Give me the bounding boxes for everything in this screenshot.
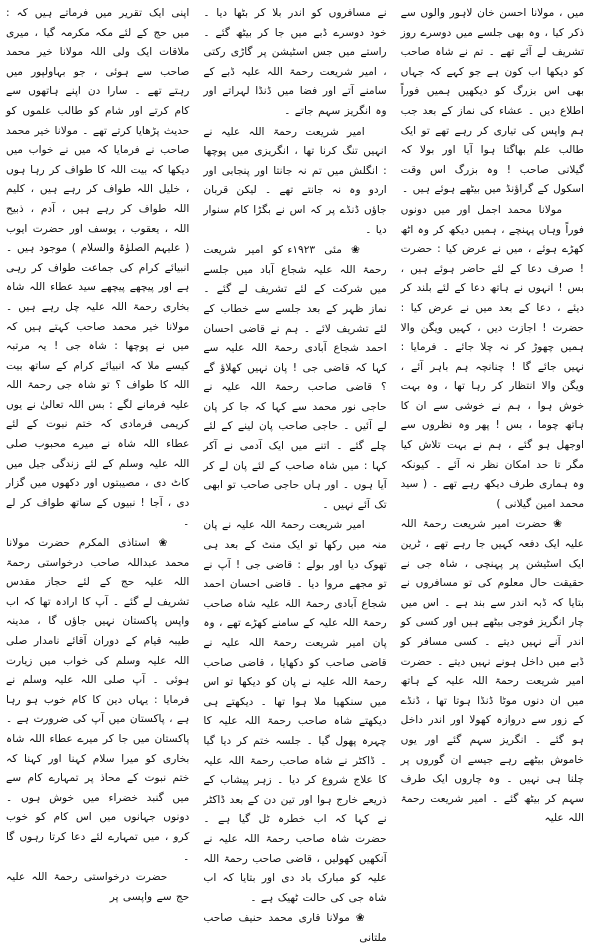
- column-right: [400, 4, 584, 825]
- paragraph: حضرت درخواستی رحمۃ اللہ علیہ حج سے واپسی پر: [6, 871, 190, 903]
- paragraph: امیر شریعت رحمۃ اللہ علیہ نے پان منہ میں رکھا تو ایک منٹ کے بعد ہی تھوک دیا اور بولے : قاضی جی ! آپ نے تو مجھے مروا دیا ۔ قاضی احسان احمد شجاع آبادی رحمۃ اللہ علیہ شاہ صاحب رحمۃ اللہ علیہ کے سامنے کھڑے تھے ، وہ پان امیر شریعت رحمۃ اللہ علیہ نے قاضی صاحب کو دکھایا ، قاضی صاحب رحمۃ اللہ علیہ نے پان کو دیکھا تو اس میں سنکھیا ملا ہوا تھا ۔ دیکھتے ہی دیکھتے شاہ صاحب رحمۃ اللہ علیہ کا چہرہ پھول گیا ۔ جلسہ ختم کر دیا گیا ۔ ڈاکٹر نے شاہ صاحب رحمۃ اللہ علیہ کا علاج شروع کر دیا ۔ زہر پیشاب کے ذریعے خارج ہوا اور تین دن کے بعد ڈاکٹر نے کہا کہ اب خطرہ ٹل گیا ہے ۔ حضرت شاہ صاحب رحمۃ اللہ علیہ نے آنکھیں کھولیں ، قاضی صاحب رحمۃ اللہ علیہ کو مبارک باد دی اور بتایا کہ اب شاہ جی کی حالت ٹھیک ہے ۔: [203, 519, 387, 904]
- paragraph: ❀ استاذی المکرم حضرت مولانا محمد عبداللہ صاحب درخواستی رحمۃ اللہ علیہ حج کے لئے حجاز مقدس تشریف لے گئے ۔ آپ کا ارادہ تھا کہ اب واپس پاکستان نہیں جاؤں گا ، مدینہ طیبہ قیام کے دوران آقائے نامدار صلی اللہ علیہ وسلم کی خواب میں زیارت ہوئی ۔ آپ صلی اللہ علیہ وسلم نے فرمایا : یہاں دین کا کام خوب ہو رہا ہے ، پاکستان میں آپ کی ضرورت ہے ۔ پاکستان میں جا کر میرے عطاء اللہ شاہ بخاری کو میرا سلام کہنا اور کہنا کہ ختم نبوت کے محاذ پر تمہارے کام سے میں گنبد خضراء میں خوش ہوں ۔ دونوں جہانوں میں اس کام کو خوب کرو ، میں تمہارے لئے دعا کرتا رہوں گا ۔: [6, 537, 190, 863]
- paragraph: اپنی ایک تقریر میں فرماتے ہیں کہ : میں حج کے لئے مکہ مکرمہ گیا ، میری ملاقات ایک ولی اللہ مولانا خیر محمد صاحب سے ہوئی ، جو بہاولپور میں رہتے تھے ۔ سارا دن اپنے ہاتھوں سے کام کرتے اور شام کو طالب علموں کو حدیث پڑھایا کرتے تھے ۔ مولانا خیر محمد صاحب نے فرمایا کہ میں نے خواب میں دیکھا کہ بیت اللہ کا طواف کر رہا ہوں ، خلیل اللہ طواف کر رہے ہیں ، کلیم اللہ طواف کر رہے ہیں ، آدم ، ذبیح اللہ ، یعقوب ، یوسف اور حضرت ایوب ( علیہم الصلوٰۃ والسلام ) موجود ہیں ۔ انبیائے کرام کی جماعت طواف کر رہی ہے اور پیچھے پیچھے سید عطاء اللہ شاہ بخاری رحمۃ اللہ علیہ چل رہے ہیں ۔ مولانا خیر محمد صاحب کہتے ہیں کہ میں نے پوچھا : شاہ جی ! یہ مرتبہ کیسے ملا کہ انبیائے کرام کے ساتھ بیت اللہ کا طواف ؟ تو شاہ جی رحمۃ اللہ علیہ فرمانے لگے : بس اللہ تعالیٰ نے یوں کریمی فرمادی کہ ختم نبوت کے لئے عطاء اللہ شاہ نے میرے محبوب صلی اللہ علیہ وسلم کے لئے زندگی جیل میں کاٹ دی ، مصیبتوں اور دکھوں میں گزار دی ، آجا ! نبیوں کے ساتھ طواف کر لے ۔: [6, 7, 190, 529]
- paragraph: ❀ مئی ۱۹۲۳ء کو امیر شریعت رحمۃ اللہ علیہ شجاع آباد میں جلسے میں شرکت کے لئے تشریف لے گئے ۔ نماز ظہر کے بعد جلسے سے خطاب کے لئے تشریف لائے ۔ ہم نے قاضی احسان احمد شجاع آبادی رحمۃ اللہ علیہ سے کہا کہ قاضی جی ! پان نہیں کھلاؤ گے ؟ قاضی صاحب رحمۃ اللہ علیہ نے حاجی نور محمد سے کہا کہ جا کر پان لے آئیں ۔ حاجی صاحب پان لینے کے لئے چلے گئے ۔ اتنے میں ایک آدمی نے آکر کہا : میں شاہ صاحب کے لئے پان لے کر آیا ہوں ۔ اور ہاں حاجی صاحب تو ابھی تک آئے نہیں ۔: [203, 244, 387, 511]
- paragraph: نے مسافروں کو اندر بلا کر بٹھا دیا ۔ خود دوسرے ڈبے میں جا کر بیٹھ گئے ۔ راستے میں جس اسٹیشن پر گاڑی رکتی ، امیر شریعت رحمۃ اللہ علیہ ڈبے کے سامنے آتے اور فضا میں ڈنڈا لہراتے اور وہ انگریز سہم جاتے ۔: [203, 7, 387, 117]
- column-middle: [203, 4, 387, 944]
- paragraph: میں ، مولانا احسن خان لاہور والوں سے ذکر کیا ، وہ بھی جلسے میں دوسرے روز تشریف لے آئے تھے ۔ تم نے شاہ صاحب کو دیکھا اب کون ہے جو کہے کہ جہاں بھی اس بزرگ کو دیکھیں ہمیں فوراً اطلاع دیں ۔ عشاء کی نماز کے بعد جب ہم واپس کی تیاری کر رہے تھے تو ایک طالب علم بھاگتا ہوا آیا اور بولا کہ گیلانی صاحب ! وہ بزرگ اس وقت اسکول کے گراؤنڈ میں بیٹھے ہوئے ہیں ۔: [400, 7, 584, 196]
- paragraph: ❀ مولانا قاری محمد حنیف صاحب ملتانی: [203, 912, 387, 944]
- column-left: [6, 4, 190, 903]
- paragraph: ❀ حضرت امیر شریعت رحمۃ اللہ علیہ ایک دفعہ کہیں جا رہے تھے ، ٹرین ایک اسٹیشن پر پہنچی ، شاہ جی نے حقیقت حال معلوم کی تو مسافروں نے بتایا کہ ڈبہ اندر سے بند ہے ۔ اس میں چار انگریز فوجی بیٹھے ہیں اور کسی کو اندر آنے نہیں دیتے ۔ کسی مسافر کو ڈبے میں داخل ہونے نہیں دیتے ۔ حضرت امیر شریعت رحمۃ اللہ علیہ کے ہاتھ میں ان دنوں موٹا ڈنڈا ہوتا تھا ، ڈنڈے کے زور سے دروازہ کھولا اور اندر داخل ہو گئے ۔ انگریز سہم گئے اور یوں خاموش بیٹھے رہے جیسے ان گوروں پر چلنا ہی نہیں ۔ وہ چاروں ایک طرف سہم کر بیٹھ گئے ۔ امیر شریعت رحمۃ اللہ علیہ: [400, 518, 584, 825]
- paragraph: امیر شریعت رحمۃ اللہ علیہ نے انہیں تنگ کرنا تھا ، انگریزی میں پوچھا : انگلش میں تم نہ جانتا اور پنجابی اور اردو وہ نہ جانتے تھے ۔ لیکن قربان جاؤں ڈنڈے پر کہ اس نے بگڑا کام سنوار دیا ۔: [203, 125, 387, 236]
- paragraph: مولانا محمد اجمل اور میں دونوں فوراً وہاں پہنچے ، ہمیں دیکھ کر وہ اٹھ کھڑے ہوئے ، میں نے عرض کیا : حضرت ! صرف دعا کے لئے حاضر ہوئے ہیں ، بس ! انہوں نے ہاتھ دعا کے لئے بلند کر دیئے ، دعا کے بعد میں نے عرض کیا : حضرت ! اجازت دیں ، کہیں ویگن والا ہمیں چھوڑ کر نہ چلا جائے ۔ فرمایا : نہیں جائے گا ! چنانچہ ہم باہر آئے ، ویگن والا انتظار کر رہا تھا ، وہ بہت خوش ہوا ، ہم نے خوشی سے ان کا ہاتھ چوما ، بس ! پھر وہ نظروں سے اوجھل ہو گئے ، ہم نے بہت تلاش کیا مگر تا حد امکان نظر نہ آئے ۔ کیونکہ وہ ہماری طرف دیکھ رہے تھے ۔ ( سید محمد امین گیلانی ): [400, 203, 584, 510]
